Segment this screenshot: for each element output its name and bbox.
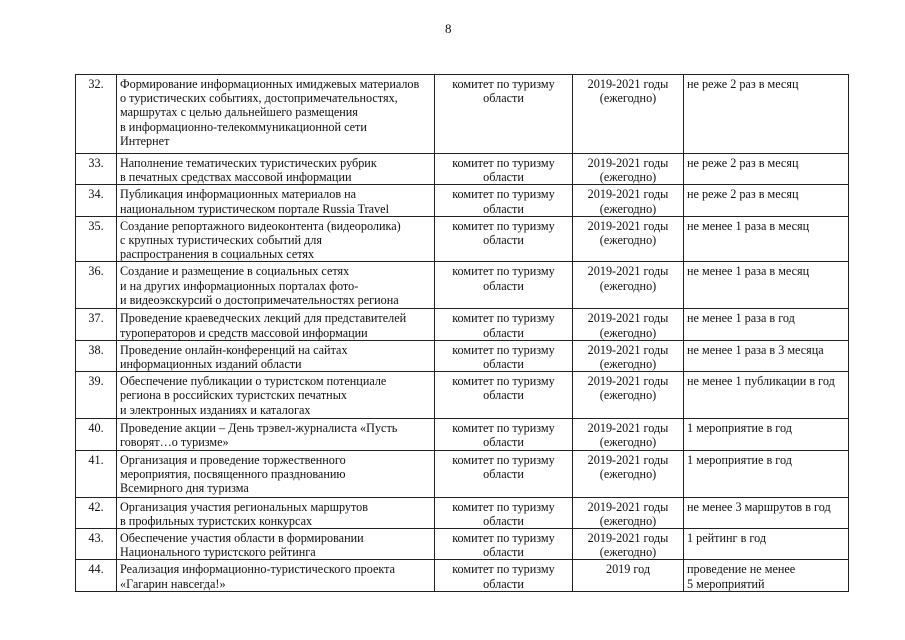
cell-measure-title-line: информационных изданий области	[120, 357, 302, 372]
cell-responsible-line: комитет по туризму	[452, 264, 555, 279]
cell-period-line: (ежегодно)	[599, 278, 657, 293]
table-row	[76, 309, 849, 340]
measures-table-body	[76, 75, 849, 592]
cell-frequency	[684, 497, 849, 528]
cell-period-line: 2019-2021 годы	[587, 342, 669, 357]
cell-responsible-line: области	[483, 466, 524, 481]
cell-responsible	[435, 75, 573, 154]
cell-measure-title-line: Всемирного дня туризма	[120, 481, 249, 496]
cell-period-line: (ежегодно)	[599, 201, 657, 216]
cell-responsible	[435, 154, 573, 185]
cell-frequency	[684, 185, 849, 216]
table-row	[76, 216, 849, 262]
cell-measure-title-line: в печатных средствах массовой информации	[120, 170, 352, 185]
page-number: 8	[445, 21, 452, 36]
cell-measure-title-line: национальном туристическом портале Russia Travel	[120, 201, 389, 216]
cell-period-line: 2019-2021 годы	[587, 218, 669, 233]
cell-responsible-line: комитет по туризму	[452, 311, 555, 326]
cell-number: 43.	[76, 529, 117, 560]
cell-frequency	[684, 419, 849, 450]
cell-responsible-line: комитет по туризму	[452, 531, 555, 546]
cell-frequency-line: не менее 1 раза в месяц	[687, 264, 810, 279]
cell-responsible-line: области	[483, 233, 524, 248]
cell-frequency-line: 5 мероприятий	[687, 576, 765, 591]
cell-responsible-line: области	[483, 576, 524, 591]
cell-frequency-line: 1 рейтинг в год	[687, 531, 767, 546]
cell-period-line: 2019-2021 годы	[587, 187, 669, 202]
cell-measure-title-line: Интернет	[120, 133, 170, 148]
cell-responsible-line: области	[483, 91, 524, 106]
cell-frequency	[684, 529, 849, 560]
cell-responsible-line: области	[483, 278, 524, 293]
cell-measure-title-line: о туристических событиях, достопримечательностях,	[120, 91, 398, 106]
cell-measure-title	[117, 529, 435, 560]
cell-responsible-line: комитет по туризму	[452, 77, 555, 91]
cell-frequency-line: не реже 2 раз в месяц	[687, 77, 799, 91]
cell-frequency-line: 1 мероприятие в год	[687, 421, 792, 436]
cell-responsible	[435, 419, 573, 450]
cell-period-line: 2019-2021 годы	[587, 531, 669, 546]
cell-period-line: (ежегодно)	[599, 435, 657, 450]
cell-frequency-line: не реже 2 раз в месяц	[687, 187, 799, 202]
cell-period-line: (ежегодно)	[599, 170, 657, 185]
table-row	[76, 450, 849, 497]
cell-responsible	[435, 529, 573, 560]
table-row	[76, 372, 849, 419]
cell-period	[573, 309, 684, 340]
cell-number: 32.	[76, 75, 117, 154]
table-row	[76, 340, 849, 371]
cell-period-line: 2019-2021 годы	[587, 421, 669, 436]
cell-measure-title	[117, 75, 435, 154]
cell-measure-title-line: Обеспечение публикации о туристском потенциале	[120, 374, 387, 389]
cell-measure-title-line: «Гагарин навсегда!»	[120, 576, 226, 591]
cell-measure-title	[117, 497, 435, 528]
measures-table	[75, 74, 849, 592]
cell-measure-title	[117, 372, 435, 419]
cell-frequency	[684, 372, 849, 419]
cell-period	[573, 185, 684, 216]
cell-period-line: 2019-2021 годы	[587, 156, 669, 170]
cell-measure-title-line: Создание и размещение в социальных сетях	[120, 264, 350, 279]
cell-measure-title-line: мероприятия, посвященного празднованию	[120, 466, 346, 481]
cell-responsible	[435, 450, 573, 497]
cell-number: 36.	[76, 262, 117, 309]
cell-period	[573, 529, 684, 560]
cell-responsible-line: области	[483, 435, 524, 450]
cell-responsible-line: области	[483, 201, 524, 216]
cell-period	[573, 450, 684, 497]
cell-measure-title-line: Создание репортажного видеоконтента (видеоролика)	[120, 218, 401, 233]
cell-frequency	[684, 450, 849, 497]
cell-measure-title	[117, 154, 435, 185]
cell-responsible	[435, 262, 573, 309]
cell-frequency-line: не менее 1 раза в 3 месяца	[687, 342, 824, 357]
table-row	[76, 185, 849, 216]
cell-measure-title	[117, 340, 435, 371]
cell-measure-title-line: региона в российских туристских печатных	[120, 388, 347, 403]
cell-frequency-line: не реже 2 раз в месяц	[687, 156, 799, 170]
cell-responsible-line: комитет по туризму	[452, 421, 555, 436]
cell-measure-title	[117, 262, 435, 309]
cell-responsible-line: комитет по туризму	[452, 218, 555, 233]
cell-frequency	[684, 154, 849, 185]
cell-period-line: 2019-2021 годы	[587, 264, 669, 279]
cell-measure-title-line: и видеоэкскурсий о достопримечательностях региона	[120, 292, 399, 307]
cell-period-line: 2019-2021 годы	[587, 311, 669, 326]
cell-measure-title-line: и электронных изданиях и каталогах	[120, 402, 311, 417]
cell-measure-title-line: Публикация информационных материалов на	[120, 187, 357, 202]
cell-period-line: 2019-2021 годы	[587, 452, 669, 467]
cell-measure-title-line: Организация участия региональных маршрутов	[120, 499, 369, 514]
cell-period	[573, 372, 684, 419]
table-row	[76, 262, 849, 309]
cell-number: 40.	[76, 419, 117, 450]
cell-period-line: (ежегодно)	[599, 325, 657, 340]
cell-period-line: (ежегодно)	[599, 233, 657, 248]
cell-period-line: 2019-2021 годы	[587, 77, 669, 91]
cell-measure-title-line: туроператоров и средств массовой информации	[120, 325, 368, 340]
cell-frequency-line: не менее 1 раза в месяц	[687, 218, 810, 233]
cell-responsible-line: комитет по туризму	[452, 562, 555, 577]
cell-measure-title-line: Формирование информационных имиджевых материалов	[120, 77, 420, 91]
cell-measure-title-line: в профильных туристских конкурсах	[120, 513, 313, 528]
cell-measure-title	[117, 309, 435, 340]
cell-responsible	[435, 309, 573, 340]
cell-responsible-line: комитет по туризму	[452, 187, 555, 202]
cell-period	[573, 419, 684, 450]
cell-number: 41.	[76, 450, 117, 497]
cell-period-line: (ежегодно)	[599, 466, 657, 481]
cell-measure-title-line: Реализация информационно-туристического проекта	[120, 562, 396, 577]
cell-responsible	[435, 497, 573, 528]
cell-period	[573, 216, 684, 262]
table-row	[76, 497, 849, 528]
cell-period	[573, 262, 684, 309]
cell-measure-title-line: Проведение акции – День трэвел-журналиста «Пусть	[120, 421, 398, 436]
cell-responsible-line: области	[483, 388, 524, 403]
cell-period	[573, 497, 684, 528]
cell-period-line: 2019-2021 годы	[587, 374, 669, 389]
table-row	[76, 75, 849, 154]
cell-number: 38.	[76, 340, 117, 371]
cell-frequency	[684, 309, 849, 340]
table-row	[76, 560, 849, 592]
cell-measure-title-line: Проведение онлайн-конференций на сайтах	[120, 342, 348, 357]
cell-measure-title-line: и на других информационных порталах фото-	[120, 278, 359, 293]
cell-responsible-line: комитет по туризму	[452, 499, 555, 514]
cell-period-line: (ежегодно)	[599, 513, 657, 528]
cell-frequency	[684, 216, 849, 262]
cell-measure-title-line: Национального туристского рейтинга	[120, 545, 316, 560]
cell-period	[573, 340, 684, 371]
cell-responsible	[435, 216, 573, 262]
cell-responsible-line: комитет по туризму	[452, 156, 555, 170]
cell-responsible-line: области	[483, 513, 524, 528]
cell-number: 37.	[76, 309, 117, 340]
cell-measure-title-line: в информационно-телекоммуникационной сети	[120, 119, 367, 134]
cell-frequency	[684, 75, 849, 154]
cell-measure-title-line: Организация и проведение торжественного	[120, 452, 346, 467]
cell-responsible	[435, 372, 573, 419]
table-row	[76, 419, 849, 450]
cell-number: 34.	[76, 185, 117, 216]
cell-frequency-line: не менее 1 раза в год	[687, 311, 795, 326]
cell-frequency-line: проведение не менее	[687, 562, 796, 577]
cell-responsible-line: комитет по туризму	[452, 374, 555, 389]
cell-responsible-line: области	[483, 357, 524, 372]
cell-frequency	[684, 340, 849, 371]
cell-number: 42.	[76, 497, 117, 528]
cell-period-line: (ежегодно)	[599, 357, 657, 372]
cell-period-line: 2019 год	[605, 562, 651, 577]
cell-number: 44.	[76, 560, 117, 592]
cell-period	[573, 75, 684, 154]
cell-responsible-line: области	[483, 170, 524, 185]
cell-measure-title-line: Наполнение тематических туристических рубрик	[120, 156, 377, 170]
cell-responsible-line: комитет по туризму	[452, 452, 555, 467]
cell-responsible-line: области	[483, 545, 524, 560]
cell-measure-title-line: маршрутах с целью дальнейшего размещения	[120, 105, 358, 120]
cell-frequency	[684, 262, 849, 309]
cell-period-line: (ежегодно)	[599, 91, 657, 106]
cell-measure-title-line: с крупных туристических событий для	[120, 233, 322, 248]
cell-period-line: 2019-2021 годы	[587, 499, 669, 514]
cell-measure-title-line: Проведение краеведческих лекций для представителей	[120, 311, 407, 326]
table-row	[76, 529, 849, 560]
cell-measure-title	[117, 216, 435, 262]
cell-measure-title-line: распространения в социальных сетях	[120, 247, 315, 262]
cell-responsible	[435, 560, 573, 592]
cell-measure-title	[117, 560, 435, 592]
cell-period	[573, 154, 684, 185]
cell-measure-title-line: Обеспечение участия области в формировании	[120, 531, 364, 546]
cell-number: 39.	[76, 372, 117, 419]
cell-frequency-line: не менее 3 маршрутов в год	[687, 499, 831, 514]
cell-responsible-line: комитет по туризму	[452, 342, 555, 357]
cell-frequency-line: 1 мероприятие в год	[687, 452, 792, 467]
cell-period-line: (ежегодно)	[599, 545, 657, 560]
cell-number: 35.	[76, 216, 117, 262]
cell-frequency-line: не менее 1 публикации в год	[687, 374, 835, 389]
cell-measure-title-line: говорят…о туризме»	[120, 435, 229, 450]
cell-responsible-line: области	[483, 325, 524, 340]
cell-number: 33.	[76, 154, 117, 185]
cell-measure-title	[117, 185, 435, 216]
cell-responsible	[435, 185, 573, 216]
cell-frequency	[684, 560, 849, 592]
cell-responsible	[435, 340, 573, 371]
cell-measure-title	[117, 450, 435, 497]
cell-measure-title	[117, 419, 435, 450]
cell-period	[573, 560, 684, 592]
table-row	[76, 154, 849, 185]
cell-period-line: (ежегодно)	[599, 388, 657, 403]
